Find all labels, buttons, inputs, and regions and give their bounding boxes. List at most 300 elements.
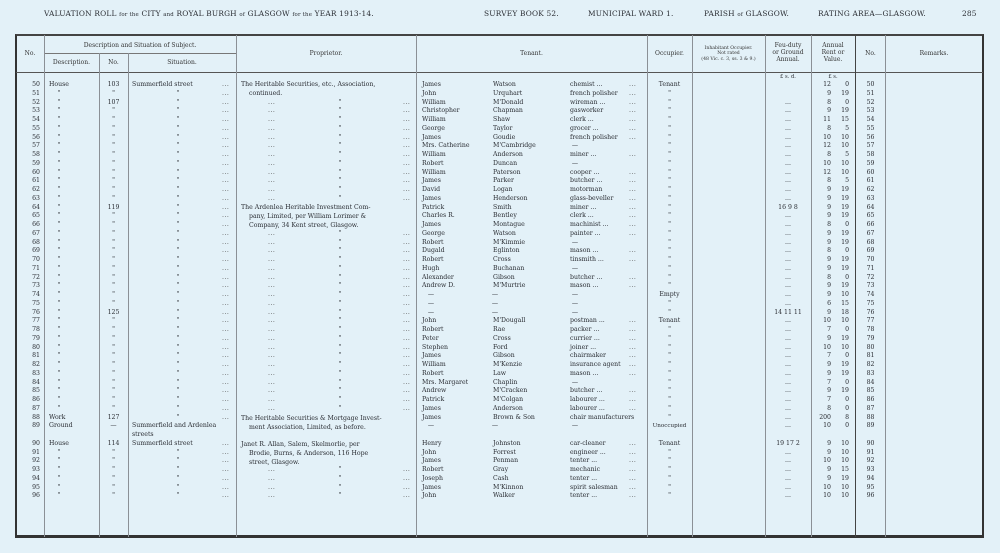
tenant-first-name: Robert bbox=[422, 369, 444, 377]
street-number: " bbox=[112, 352, 115, 360]
entry-number: 56 bbox=[32, 133, 40, 141]
occupation-ellipsis: ... bbox=[629, 466, 637, 473]
feu-duty: ... bbox=[785, 404, 791, 412]
annual-rent-shillings: 19 bbox=[841, 229, 849, 237]
annual-rent-shillings: 10 bbox=[841, 168, 849, 176]
situation-ditto: " bbox=[176, 343, 180, 351]
entry-number-right: 79 bbox=[866, 334, 875, 342]
tenant-first-name: Robert bbox=[422, 159, 444, 167]
proprietor-ditto: " bbox=[338, 404, 342, 412]
title-part: VALUATION ROLL bbox=[44, 9, 117, 18]
situation-ditto: " bbox=[176, 361, 180, 368]
proprietor-ditto: " bbox=[338, 299, 342, 307]
tenant-surname: Logan bbox=[493, 186, 513, 193]
annual-rent-pounds: 9 bbox=[827, 238, 831, 246]
col-header-no: No. bbox=[24, 50, 36, 57]
proprietor-ditto: " bbox=[338, 151, 342, 158]
proprietor-ellipsis: ... bbox=[268, 378, 276, 386]
tenant-occupation: joiner ... bbox=[570, 343, 597, 351]
entry-number-right: 80 bbox=[866, 343, 875, 351]
street-number: " bbox=[112, 387, 115, 395]
proprietor-ellipsis: ... bbox=[403, 326, 411, 333]
tenant-surname: — bbox=[491, 291, 499, 298]
tenant-occupation: painter ... bbox=[570, 229, 601, 237]
table-row bbox=[0, 431, 1000, 440]
proprietor-ditto: " bbox=[338, 466, 342, 473]
annual-rent-shillings: 0 bbox=[845, 273, 849, 281]
proprietor-ellipsis: ... bbox=[268, 229, 276, 237]
entry-number-right: 59 bbox=[866, 159, 875, 167]
proprietor-line: Janet R. Allan, Salem, Skelmorlie, per bbox=[241, 441, 360, 448]
annual-rent-pounds: 9 bbox=[827, 439, 831, 447]
proprietor-ellipsis: ... bbox=[403, 238, 411, 246]
situation-ellipsis: ... bbox=[222, 396, 230, 403]
annual-rent-pounds: 9 bbox=[827, 369, 831, 377]
situation-ellipsis: ... bbox=[222, 89, 230, 97]
tenant-occupation: miner ... bbox=[570, 151, 597, 158]
street-number: " bbox=[112, 107, 115, 115]
table-row bbox=[0, 177, 1000, 186]
proprietor-ellipsis: ... bbox=[268, 352, 276, 360]
entry-number: 83 bbox=[32, 369, 40, 377]
entry-number: 95 bbox=[32, 483, 40, 491]
table-row bbox=[0, 492, 1000, 501]
occupier-status: " bbox=[668, 378, 671, 386]
annual-rent-shillings: 19 bbox=[841, 369, 849, 377]
occupation-ellipsis: ... bbox=[629, 98, 637, 106]
annual-rent-shillings: 0 bbox=[845, 404, 849, 412]
table-row bbox=[0, 239, 1000, 248]
col-header-occupier: Occupier. bbox=[655, 50, 684, 57]
description-ditto: " bbox=[57, 317, 61, 325]
annual-rent-pounds: 200 bbox=[819, 413, 831, 421]
proprietor-ellipsis: ... bbox=[268, 282, 276, 290]
tenant-first-name: William bbox=[422, 116, 446, 123]
feu-duty: ... bbox=[785, 299, 791, 307]
annual-rent-pounds: 8 bbox=[827, 151, 831, 158]
entry-number: 50 bbox=[32, 81, 40, 88]
situation-ditto: " bbox=[176, 116, 180, 123]
feu-duty: ... bbox=[785, 194, 791, 202]
entry-number-right: 86 bbox=[866, 396, 875, 403]
occupation-ellipsis: ... bbox=[629, 404, 637, 412]
annual-rent-pounds: 10 bbox=[823, 133, 831, 141]
annual-rent-pounds: 9 bbox=[827, 264, 831, 272]
table-row bbox=[0, 169, 1000, 178]
entry-number: 88 bbox=[32, 413, 40, 421]
proprietor-ellipsis: ... bbox=[268, 124, 276, 132]
entry-number: 89 bbox=[32, 422, 40, 430]
entry-number-right: 77 bbox=[866, 317, 875, 325]
situation-ellipsis: ... bbox=[222, 212, 230, 220]
description-ditto: " bbox=[57, 186, 61, 193]
annual-rent-pounds: 8 bbox=[827, 273, 831, 281]
tenant-surname: Chapman bbox=[493, 107, 523, 115]
occupier-status: " bbox=[668, 212, 671, 220]
proprietor-ellipsis: ... bbox=[268, 151, 276, 158]
description-ditto: " bbox=[57, 98, 61, 106]
proprietor-ditto: " bbox=[338, 308, 342, 316]
entry-number: 63 bbox=[32, 194, 40, 202]
street-number: " bbox=[112, 116, 115, 123]
situation-ditto: " bbox=[176, 98, 180, 106]
feu-duty: ... bbox=[785, 474, 791, 482]
occupation-ellipsis: ... bbox=[629, 369, 637, 377]
situation-ditto: " bbox=[176, 282, 180, 290]
tenant-first-name: James bbox=[422, 457, 441, 465]
annual-rent-shillings: 19 bbox=[841, 282, 849, 290]
proprietor-ditto: " bbox=[338, 343, 342, 351]
feu-duty: ... bbox=[785, 291, 791, 298]
feu-duty: ... bbox=[785, 98, 791, 106]
entry-number-right: 90 bbox=[866, 439, 875, 447]
situation-ditto: " bbox=[176, 352, 180, 360]
table-row bbox=[0, 195, 1000, 204]
annual-rent-pounds: 9 bbox=[827, 291, 831, 298]
proprietor-ellipsis: ... bbox=[268, 264, 276, 272]
situation-ditto: " bbox=[176, 291, 180, 298]
description-ditto: " bbox=[57, 124, 61, 132]
entry-number: 96 bbox=[32, 492, 40, 500]
annual-rent-pounds: 9 bbox=[827, 194, 831, 202]
entry-number: 79 bbox=[32, 334, 40, 342]
situation-ellipsis: ... bbox=[222, 81, 230, 88]
tenant-surname: M'Colgan bbox=[493, 396, 524, 403]
table-row bbox=[0, 414, 1000, 423]
tenant-occupation: — bbox=[571, 159, 579, 167]
feu-duty: ... bbox=[785, 369, 791, 377]
col-header-group: Description and Situation of Subject. bbox=[83, 42, 197, 49]
occupation-ellipsis: ... bbox=[629, 124, 637, 132]
situation-ellipsis: ... bbox=[222, 317, 230, 325]
annual-rent-shillings: 19 bbox=[841, 264, 849, 272]
feu-duty: ... bbox=[785, 264, 791, 272]
description-ditto: " bbox=[57, 369, 61, 377]
street-number: " bbox=[112, 133, 115, 141]
situation-ditto: " bbox=[176, 107, 180, 115]
feu-duty: ... bbox=[785, 273, 791, 281]
proprietor-ellipsis: ... bbox=[403, 474, 411, 482]
situation-ellipsis: ... bbox=[222, 492, 230, 500]
proprietor-ditto: " bbox=[338, 238, 342, 246]
tenant-first-name: Andrew D. bbox=[422, 282, 456, 290]
entry-number-right: 57 bbox=[866, 142, 875, 150]
municipal-ward: MUNICIPAL WARD 1. bbox=[588, 9, 674, 18]
situation-ditto: " bbox=[176, 177, 180, 185]
annual-rent-pounds: 7 bbox=[827, 352, 831, 360]
entry-number-right: 89 bbox=[866, 422, 875, 430]
situation-ditto: " bbox=[176, 457, 180, 465]
annual-rent-shillings: 19 bbox=[841, 256, 849, 263]
occupation-ellipsis: ... bbox=[629, 317, 637, 325]
occupation-ellipsis: ... bbox=[629, 396, 637, 403]
description-ditto: " bbox=[57, 396, 61, 403]
entry-number: 55 bbox=[32, 124, 40, 132]
tenant-first-name: Peter bbox=[422, 334, 439, 342]
entry-number: 91 bbox=[32, 448, 40, 456]
street-number: " bbox=[112, 317, 115, 325]
feu-duty: 16 9 8 bbox=[778, 203, 798, 211]
annual-rent-shillings: 0 bbox=[845, 352, 849, 360]
annual-rent-shillings: 0 bbox=[845, 81, 849, 88]
entry-number: 57 bbox=[32, 142, 40, 150]
description-ditto: " bbox=[57, 107, 61, 115]
table-row bbox=[0, 116, 1000, 125]
street-number: " bbox=[112, 492, 115, 500]
situation-ditto: " bbox=[176, 186, 180, 193]
annual-rent-pounds: 10 bbox=[823, 492, 831, 500]
entry-number: 86 bbox=[32, 396, 40, 403]
description-ditto: " bbox=[57, 159, 61, 167]
occupier-status: " bbox=[668, 483, 671, 491]
proprietor-ellipsis: ... bbox=[403, 387, 411, 395]
annual-rent-shillings: 19 bbox=[841, 474, 849, 482]
occupation-ellipsis: ... bbox=[629, 194, 637, 202]
occupation-ellipsis: ... bbox=[629, 89, 637, 97]
table-row bbox=[0, 379, 1000, 388]
table-row bbox=[0, 484, 1000, 493]
occupier-status: " bbox=[668, 334, 671, 342]
annual-rent-shillings: 10 bbox=[841, 492, 849, 500]
tenant-surname: Urquhart bbox=[493, 89, 523, 97]
annual-rent-shillings: 10 bbox=[841, 439, 849, 447]
page-number: 285 bbox=[962, 9, 977, 18]
description-ditto: " bbox=[57, 343, 61, 351]
occupier-status: " bbox=[668, 492, 671, 500]
tenant-surname: Smith bbox=[493, 203, 512, 211]
occupier-status: Tenant bbox=[658, 317, 681, 325]
table-row bbox=[0, 99, 1000, 108]
description-ditto: " bbox=[57, 361, 61, 368]
table-row bbox=[0, 81, 1000, 90]
entry-number: 71 bbox=[32, 264, 40, 272]
entry-number-right: 68 bbox=[866, 238, 875, 246]
proprietor-line: Company, 34 Kent street, Glasgow. bbox=[249, 221, 359, 229]
description-ditto: " bbox=[57, 326, 61, 333]
annual-rent-shillings: 19 bbox=[841, 203, 849, 211]
proprietor-ditto: " bbox=[338, 273, 342, 281]
occupation-ellipsis: ... bbox=[629, 229, 637, 237]
parish-part: of bbox=[737, 12, 744, 18]
proprietor-ditto: " bbox=[338, 116, 342, 123]
entry-number: 77 bbox=[32, 317, 40, 325]
occupation-ellipsis: ... bbox=[629, 247, 637, 255]
occupier-status: " bbox=[668, 177, 671, 185]
entry-number-right: 71 bbox=[866, 264, 875, 272]
description: House bbox=[49, 439, 69, 447]
title-part: CITY bbox=[141, 9, 161, 18]
entry-number: 53 bbox=[32, 107, 40, 115]
occupation-ellipsis: ... bbox=[629, 186, 637, 193]
annual-rent-shillings: 0 bbox=[845, 221, 849, 228]
proprietor-ditto: " bbox=[338, 107, 342, 115]
street-number: — bbox=[110, 422, 117, 430]
tenant-first-name: Robert bbox=[422, 238, 444, 246]
tenant-first-name: Charles R. bbox=[422, 212, 455, 220]
tenant-occupation: miner ... bbox=[570, 203, 597, 211]
situation-ditto: " bbox=[176, 247, 180, 255]
feu-duty: ... bbox=[785, 168, 791, 176]
tenant-first-name: William bbox=[422, 168, 446, 176]
feu-duty: ... bbox=[785, 229, 791, 237]
situation-ditto: " bbox=[176, 474, 180, 482]
proprietor-ellipsis: ... bbox=[403, 124, 411, 132]
street-number: " bbox=[112, 264, 115, 272]
tenant-occupation: car-cleaner bbox=[570, 439, 606, 447]
proprietor-ellipsis: ... bbox=[403, 483, 411, 491]
tenant-surname: Brown & Son bbox=[493, 413, 535, 421]
entry-number-right: 85 bbox=[866, 387, 875, 395]
tenant-surname: Cross bbox=[493, 334, 511, 342]
occupier-status: " bbox=[668, 142, 671, 150]
occupation-ellipsis: ... bbox=[629, 352, 637, 360]
proprietor-ellipsis: ... bbox=[268, 256, 276, 263]
header-line: Feu-duty bbox=[774, 42, 802, 49]
proprietor-ellipsis: ... bbox=[268, 194, 276, 202]
tenant-occupation: insurance agent bbox=[570, 361, 621, 368]
entry-number: 70 bbox=[32, 256, 40, 263]
entry-number: 75 bbox=[32, 299, 40, 307]
annual-rent-shillings: 15 bbox=[841, 116, 849, 123]
tenant-first-name: Patrick bbox=[422, 396, 445, 403]
occupier-status: " bbox=[668, 186, 671, 193]
description-ditto: " bbox=[57, 177, 61, 185]
annual-rent-shillings: 0 bbox=[845, 247, 849, 255]
annual-rent-pounds: 9 bbox=[827, 474, 831, 482]
table-row bbox=[0, 282, 1000, 291]
situation-ditto: " bbox=[176, 299, 180, 307]
occupation-ellipsis: ... bbox=[629, 334, 637, 342]
description-ditto: " bbox=[57, 151, 61, 158]
street-number: " bbox=[112, 221, 115, 228]
proprietor-ellipsis: ... bbox=[403, 177, 411, 185]
situation-ditto: " bbox=[176, 334, 180, 342]
proprietor-ellipsis: ... bbox=[268, 98, 276, 106]
tenant-first-name: James bbox=[422, 352, 441, 360]
situation-ellipsis: ... bbox=[222, 221, 230, 228]
col-header-num: No. bbox=[108, 59, 119, 66]
situation-ditto: " bbox=[176, 124, 180, 132]
tenant-surname: Chaplin bbox=[493, 378, 518, 386]
feu-duty: ... bbox=[785, 133, 791, 141]
tenant-surname: Eglinton bbox=[493, 247, 520, 255]
annual-rent-shillings: 8 bbox=[845, 413, 849, 421]
situation-ditto: " bbox=[176, 308, 180, 316]
occupier-status: Tenant bbox=[658, 81, 681, 88]
proprietor-ditto: " bbox=[338, 361, 342, 368]
table-row bbox=[0, 335, 1000, 344]
proprietor-line: ment Association, Limited, as before. bbox=[249, 423, 366, 431]
feu-duty: 19 17 2 bbox=[776, 439, 800, 447]
description-ditto: " bbox=[57, 247, 61, 255]
occupation-ellipsis: ... bbox=[629, 81, 637, 88]
tenant-first-name: William bbox=[422, 361, 446, 368]
tenant-occupation: — bbox=[571, 378, 579, 386]
annual-rent-shillings: 19 bbox=[841, 238, 849, 246]
tenant-first-name: William bbox=[422, 151, 446, 158]
situation-ellipsis: ... bbox=[222, 282, 230, 290]
tenant-surname: — bbox=[491, 308, 499, 316]
tenant-first-name: Dugald bbox=[422, 247, 445, 255]
occupier-status: " bbox=[668, 107, 671, 115]
description-ditto: " bbox=[57, 299, 61, 307]
occupation-ellipsis: ... bbox=[629, 151, 637, 158]
proprietor-ellipsis: ... bbox=[268, 159, 276, 167]
annual-rent-pounds: 8 bbox=[827, 98, 831, 106]
table-row bbox=[0, 247, 1000, 256]
entry-number-right: 54 bbox=[866, 116, 875, 123]
proprietor-ditto: " bbox=[338, 168, 342, 176]
situation-ditto: " bbox=[176, 317, 180, 325]
tenant-occupation: clerk ... bbox=[570, 116, 594, 123]
description-ditto: " bbox=[57, 457, 61, 465]
annual-rent-shillings: 5 bbox=[845, 124, 849, 132]
survey-book: SURVEY BOOK 52. bbox=[484, 9, 559, 18]
proprietor-line: The Ardenlea Heritable Investment Com- bbox=[241, 204, 371, 211]
proprietor-ellipsis: ... bbox=[403, 334, 411, 342]
tenant-occupation: mason ... bbox=[570, 369, 599, 377]
tenant-surname: Law bbox=[493, 369, 507, 377]
street-number: " bbox=[112, 186, 115, 193]
proprietor-ellipsis: ... bbox=[268, 116, 276, 123]
description-ditto: " bbox=[57, 378, 61, 386]
annual-rent-shillings: 15 bbox=[841, 299, 849, 307]
entry-number: 94 bbox=[32, 474, 40, 482]
proprietor-ditto: " bbox=[338, 352, 342, 360]
tenant-surname: Anderson bbox=[493, 151, 523, 158]
situation-ditto: " bbox=[176, 151, 180, 158]
proprietor-ditto: " bbox=[338, 142, 342, 150]
situation-ditto: " bbox=[176, 264, 180, 272]
entry-number: 54 bbox=[32, 116, 40, 123]
tenant-surname: Bentley bbox=[493, 212, 517, 220]
annual-rent-pounds: 10 bbox=[823, 457, 831, 465]
table-row bbox=[0, 265, 1000, 274]
annual-rent-pounds: 12 bbox=[823, 168, 831, 176]
entry-number-right: 70 bbox=[866, 256, 875, 263]
proprietor-ditto: " bbox=[338, 264, 342, 272]
tenant-surname: M'Cambridge bbox=[493, 142, 536, 150]
table-row bbox=[0, 300, 1000, 309]
annual-rent-pounds: 9 bbox=[827, 89, 831, 97]
situation: streets bbox=[132, 431, 154, 438]
description-ditto: " bbox=[57, 168, 61, 176]
proprietor-ellipsis: ... bbox=[403, 466, 411, 473]
description-ditto: " bbox=[57, 474, 61, 482]
tenant-surname: Johnston bbox=[493, 439, 521, 447]
tenant-surname: Anderson bbox=[493, 404, 523, 412]
feu-duty: ... bbox=[785, 457, 791, 465]
occupation-ellipsis: ... bbox=[629, 256, 637, 263]
occupier-status: " bbox=[668, 299, 671, 307]
entry-number: 80 bbox=[32, 343, 40, 351]
occupation-ellipsis: ... bbox=[629, 326, 637, 333]
entry-number-right: 92 bbox=[866, 457, 875, 465]
parish-part: GLASGOW. bbox=[745, 9, 790, 18]
entry-number: 87 bbox=[32, 404, 40, 412]
tenant-first-name: Hugh bbox=[422, 264, 440, 272]
tenant-occupation: tinsmith ... bbox=[570, 256, 604, 263]
entry-number: 92 bbox=[32, 457, 40, 465]
annual-rent-pounds: 8 bbox=[827, 177, 831, 185]
proprietor-ellipsis: ... bbox=[403, 352, 411, 360]
entry-number-right: 75 bbox=[866, 299, 875, 307]
tenant-occupation: glass-beveller bbox=[570, 194, 614, 202]
description-ditto: " bbox=[57, 308, 61, 316]
situation-ditto: " bbox=[176, 387, 180, 395]
occupier-status: " bbox=[668, 194, 671, 202]
annual-rent-pounds: 7 bbox=[827, 396, 831, 403]
